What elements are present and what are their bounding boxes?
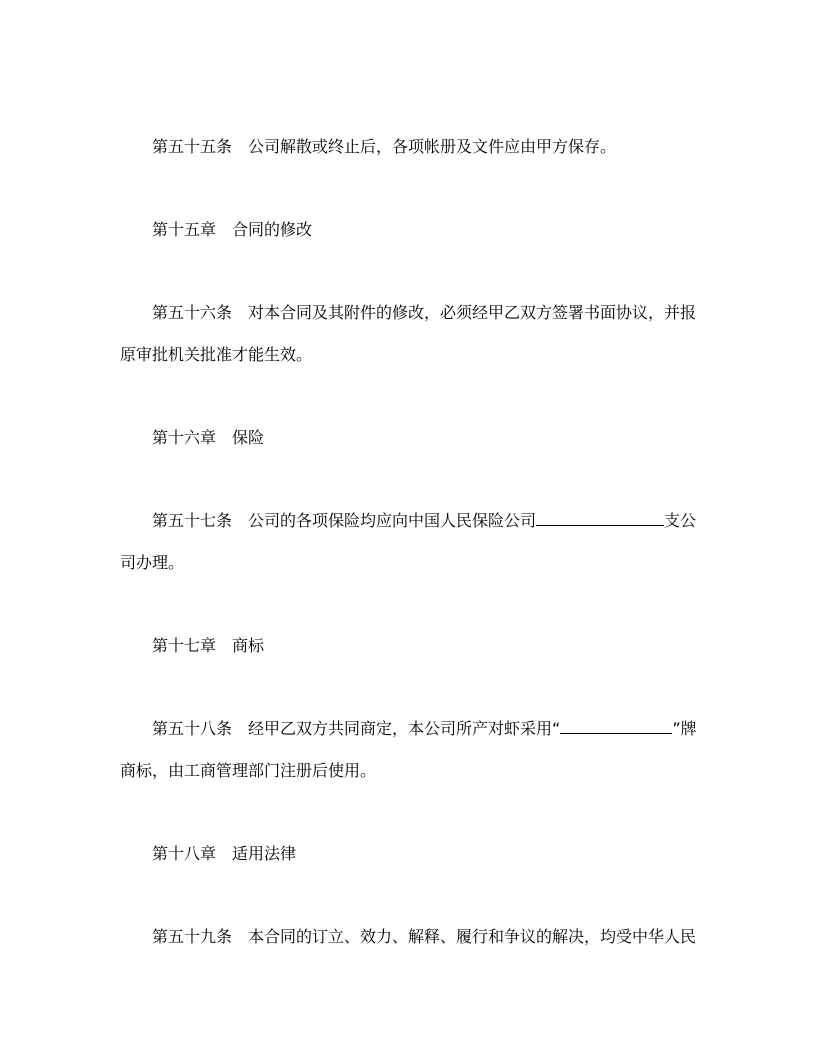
article-57-number: 第五十七条: [152, 511, 233, 530]
chapter-16-number: 第十六章: [152, 428, 217, 447]
article-58-blank-line: [560, 719, 672, 734]
article-58-line-1: [120, 719, 728, 739]
article-56-line-2: [120, 345, 696, 365]
article-55: [120, 137, 728, 157]
article-56-line-1: [120, 303, 728, 323]
chapter-15-number: 第十五章: [152, 220, 217, 239]
article-59-line-1: [120, 927, 728, 947]
article-56-text-1: 对本合同及其附件的修改，必须经甲乙双方签署书面协议，并报: [248, 303, 697, 322]
chapter-18-title: 适用法律: [232, 844, 297, 863]
article-55-number: 第五十五条: [152, 137, 233, 156]
chapter-16-heading: [120, 428, 728, 448]
article-58-line-2: [120, 761, 696, 781]
article-57-line-2: [120, 553, 696, 573]
article-57-text-after: 支公: [664, 511, 697, 530]
chapter-17-heading: [120, 636, 728, 656]
article-57-line-1: [120, 511, 728, 531]
chapter-16-title: 保险: [232, 428, 265, 447]
article-55-text: 公司解散或终止后，各项帐册及文件应由甲方保存。: [248, 137, 617, 156]
chapter-17-number: 第十七章: [152, 636, 217, 655]
chapter-15-heading: [120, 220, 728, 240]
article-56-number: 第五十六条: [152, 303, 233, 322]
article-58-text-2: 商标，由工商管理部门注册后使用。: [120, 761, 377, 780]
chapter-17-title: 商标: [232, 636, 265, 655]
article-59-text-1: 本合同的订立、效力、解释、履行和争议的解决，均受中华人民: [248, 927, 697, 946]
chapter-18-number: 第十八章: [152, 844, 217, 863]
article-56-text-2: 原审批机关批准才能生效。: [120, 345, 313, 364]
article-57-text-before: 公司的各项保险均应向中国人民保险公司: [248, 511, 537, 530]
article-57-text-2: 司办理。: [120, 553, 185, 572]
article-58-text-before: 经甲乙双方共同商定，本公司所产对虾采用“: [248, 719, 561, 738]
chapter-15-title: 合同的修改: [232, 220, 313, 239]
article-59-number: 第五十九条: [152, 927, 233, 946]
article-58-number: 第五十八条: [152, 719, 233, 738]
article-57-blank-line: [536, 511, 664, 526]
chapter-18-heading: [120, 844, 728, 864]
article-58-text-after: ”牌: [672, 719, 697, 738]
